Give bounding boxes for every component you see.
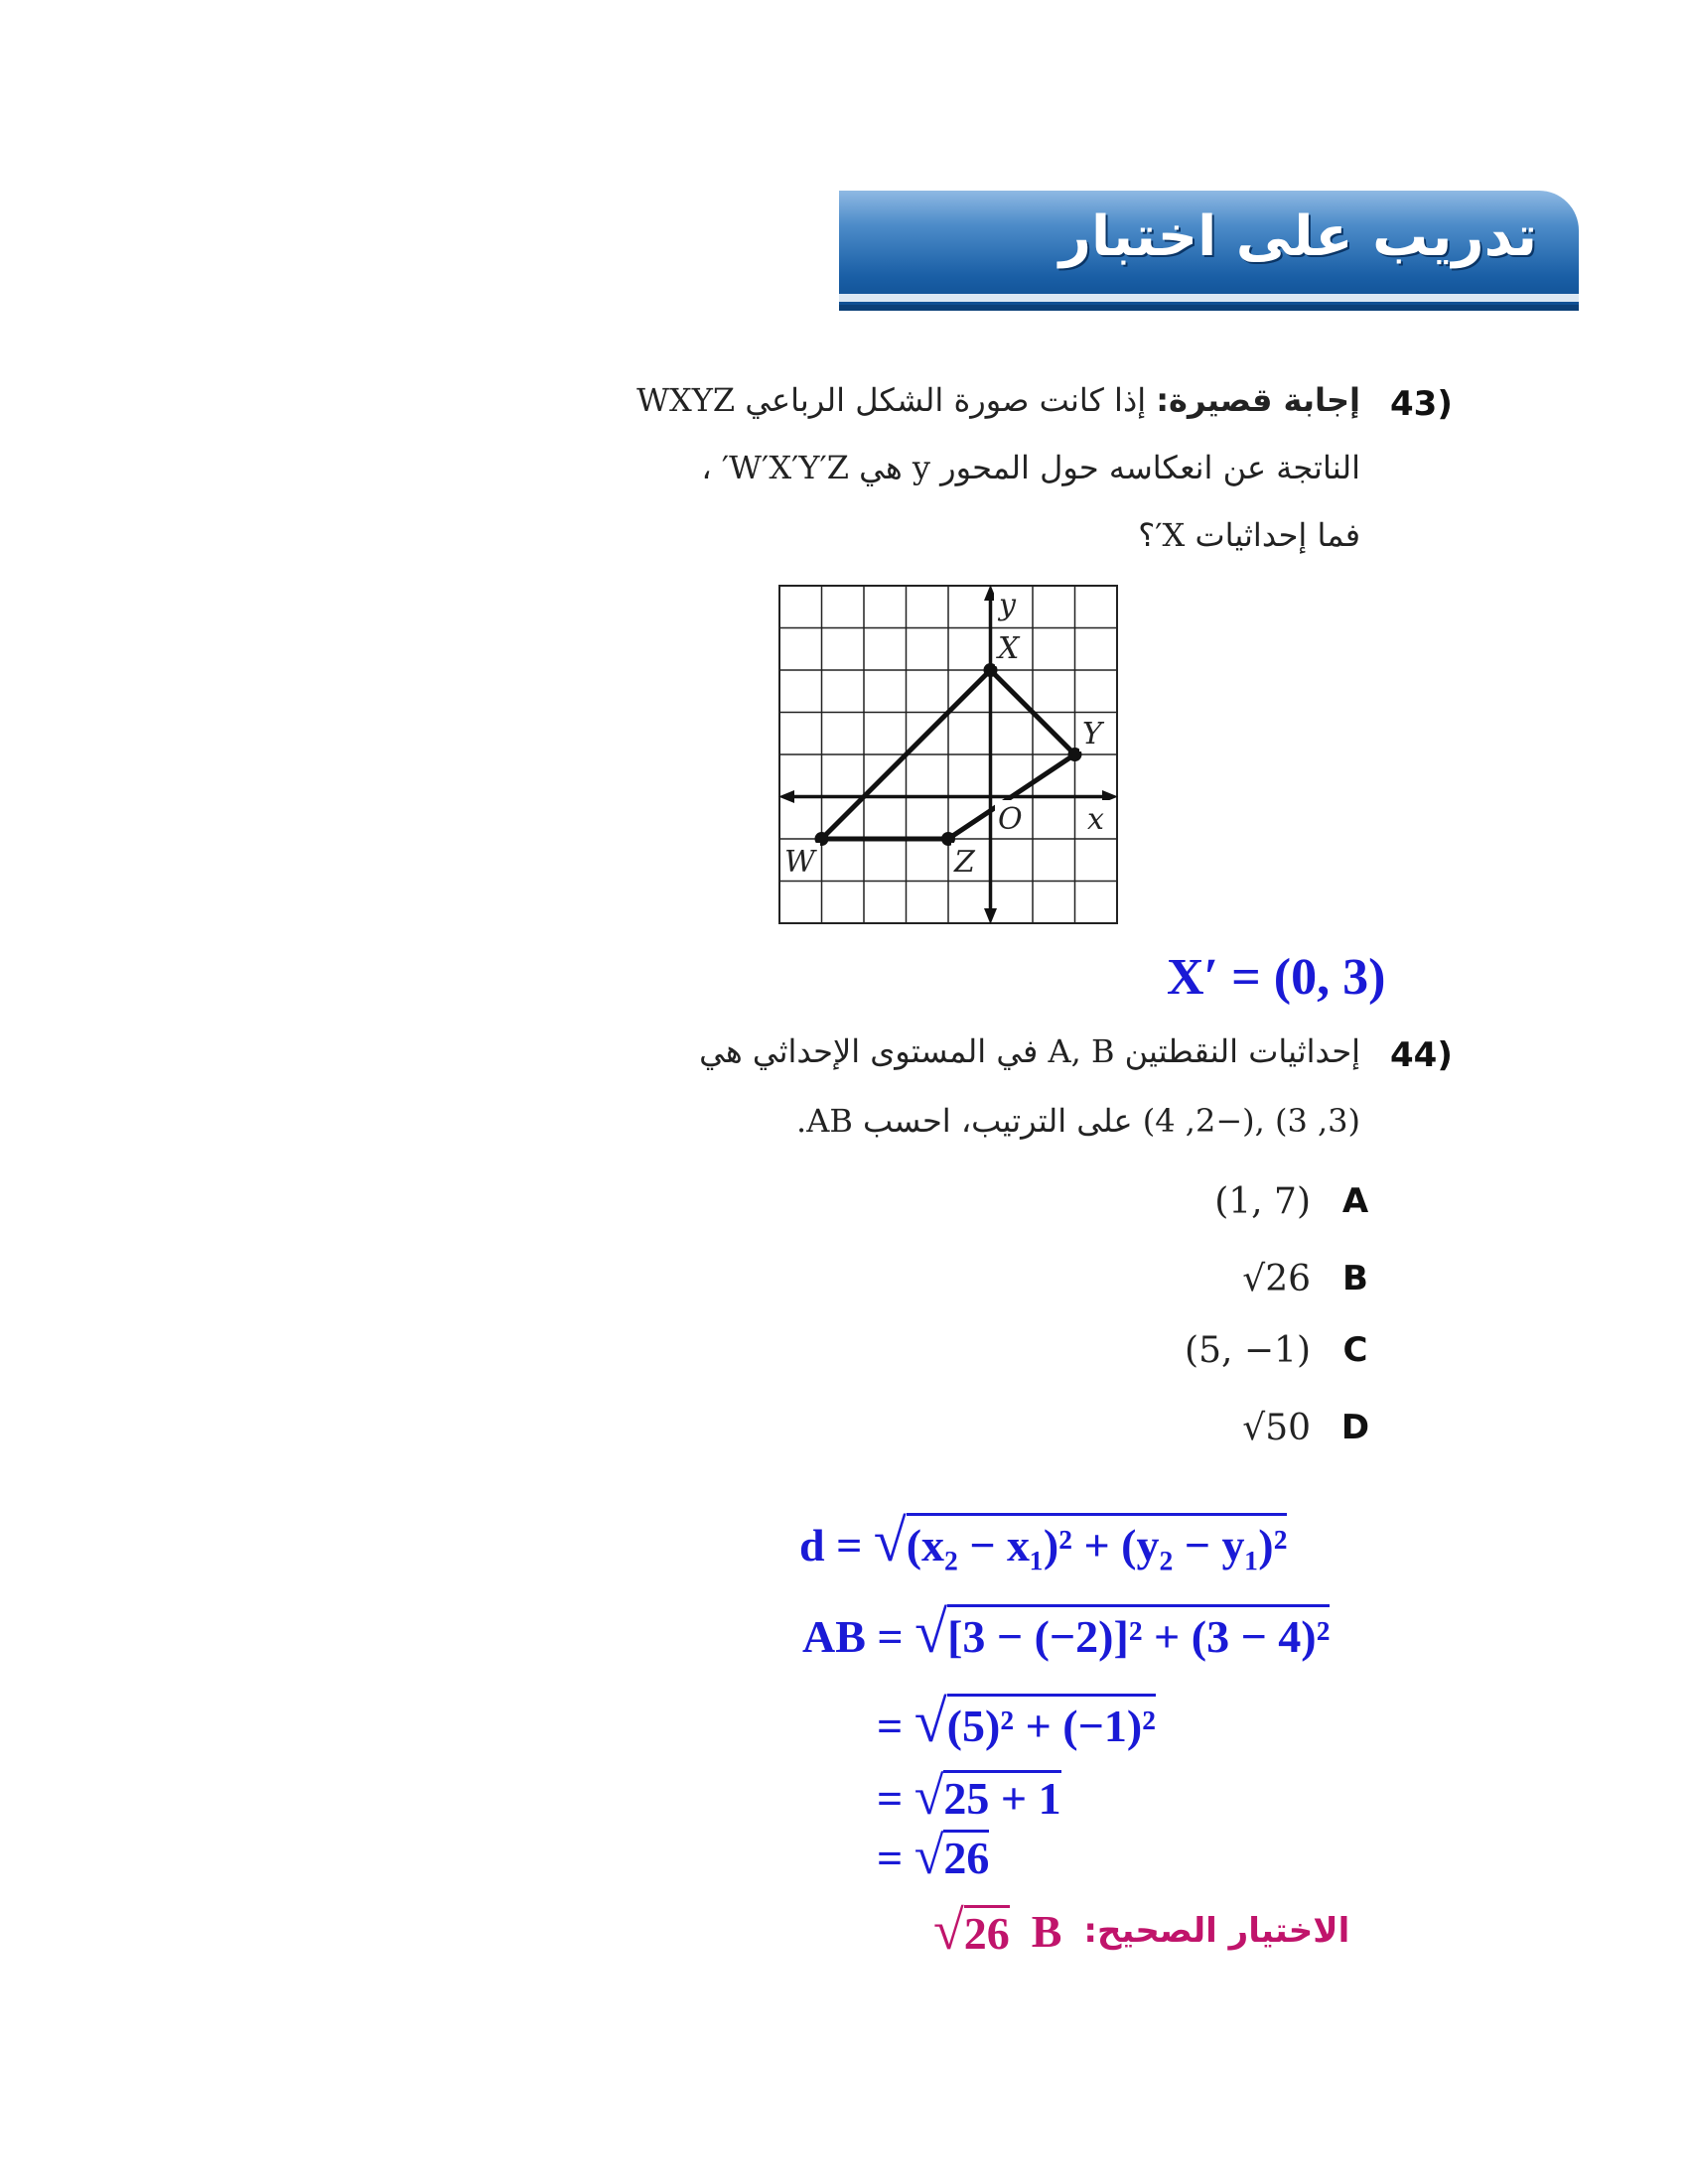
- choice-b[interactable]: [1242, 1249, 1370, 1308]
- final-answer-label: الاختيار الصحيح:: [1083, 1911, 1350, 1951]
- solution-line-4-value: 25 + 1: [943, 1770, 1060, 1824]
- final-answer-letter: B: [1031, 1905, 1062, 1957]
- q44-line1: إحداثيات النقطتين A, B في المستوى الإحداثي هي: [699, 1032, 1360, 1070]
- equals-sign: =: [877, 1833, 904, 1883]
- solution-line-3-value: (5)² + (−1)²: [947, 1694, 1156, 1751]
- choice-b-letter: B: [1342, 1259, 1368, 1298]
- choice-d-letter: D: [1340, 1408, 1370, 1447]
- banner-title: تدريب على اختبار: [1058, 205, 1537, 269]
- x-axis-label: x: [1087, 802, 1104, 837]
- q43-lead: إجابة قصيرة:: [1156, 381, 1360, 419]
- radical-icon: √: [873, 1508, 907, 1573]
- origin-label: O: [998, 802, 1023, 837]
- vertex-label-z: Z: [954, 845, 975, 880]
- q44-number: 44): [1390, 1035, 1453, 1075]
- equals-sign: =: [877, 1701, 904, 1751]
- solution-line-1: [799, 1507, 1287, 1575]
- vertex-label-w: W: [784, 845, 815, 880]
- choice-d[interactable]: [1242, 1398, 1370, 1457]
- banner-stripe: [839, 294, 1579, 302]
- choice-b-value: √26: [1242, 1258, 1311, 1299]
- q44-final-answer: [933, 1899, 1349, 1963]
- solution-line-1-lhs: d =: [799, 1520, 863, 1570]
- solution-line-5-value: 26: [943, 1830, 989, 1883]
- solution-line-2: [802, 1598, 1330, 1667]
- choice-a-letter: A: [1341, 1181, 1369, 1221]
- final-answer-value: √26: [933, 1900, 1010, 1962]
- solution-line-5: [877, 1825, 989, 1886]
- vertex-label-x: X: [998, 631, 1020, 666]
- q43-number: 43): [1390, 384, 1453, 424]
- q43-line1: [636, 381, 1360, 419]
- radical-icon: √: [914, 1766, 944, 1826]
- q43-line2: الناتجة عن انعكاسه حول المحور y هي W′X′Y′Z′ ،: [701, 449, 1360, 486]
- choice-c-value: (5, −1): [1185, 1329, 1311, 1371]
- vertex-label-y: Y: [1082, 717, 1102, 751]
- choice-d-value: √50: [1242, 1407, 1311, 1448]
- solution-line-1-rhs: (x₂ − x₁)² + (y₂ − y₁)²: [907, 1513, 1288, 1570]
- radical-icon: √: [933, 1900, 964, 1962]
- solution-line-4: [877, 1765, 1061, 1827]
- grid-lines: [779, 586, 1117, 923]
- choice-c-letter: C: [1342, 1330, 1368, 1370]
- radical-icon: √: [914, 1689, 947, 1754]
- coordinate-graph: [774, 581, 1132, 933]
- choice-a[interactable]: [1214, 1171, 1370, 1231]
- q43-answer: X′ = (0, 3): [1167, 949, 1386, 1006]
- choice-c[interactable]: [1185, 1320, 1370, 1380]
- q43-line1-text: إذا كانت صورة الشكل الرباعي WXYZ: [636, 381, 1147, 419]
- radical-icon: √: [914, 1826, 944, 1885]
- solution-line-2-lhs: AB =: [802, 1611, 904, 1662]
- equals-sign: =: [877, 1773, 904, 1824]
- q44-line2: (3, 3) ,(−2, 4) على الترتيب، احسب AB.: [796, 1102, 1360, 1140]
- solution-line-2-rhs: [3 − (−2)]² + (3 − 4)²: [947, 1604, 1330, 1662]
- q43-line3: فما إحداثيات X′؟: [1138, 516, 1360, 554]
- y-axis-label: y: [999, 588, 1016, 622]
- choice-a-value: (1, 7): [1214, 1180, 1311, 1222]
- radical-icon: √: [914, 1599, 948, 1665]
- solution-line-3: [877, 1688, 1156, 1756]
